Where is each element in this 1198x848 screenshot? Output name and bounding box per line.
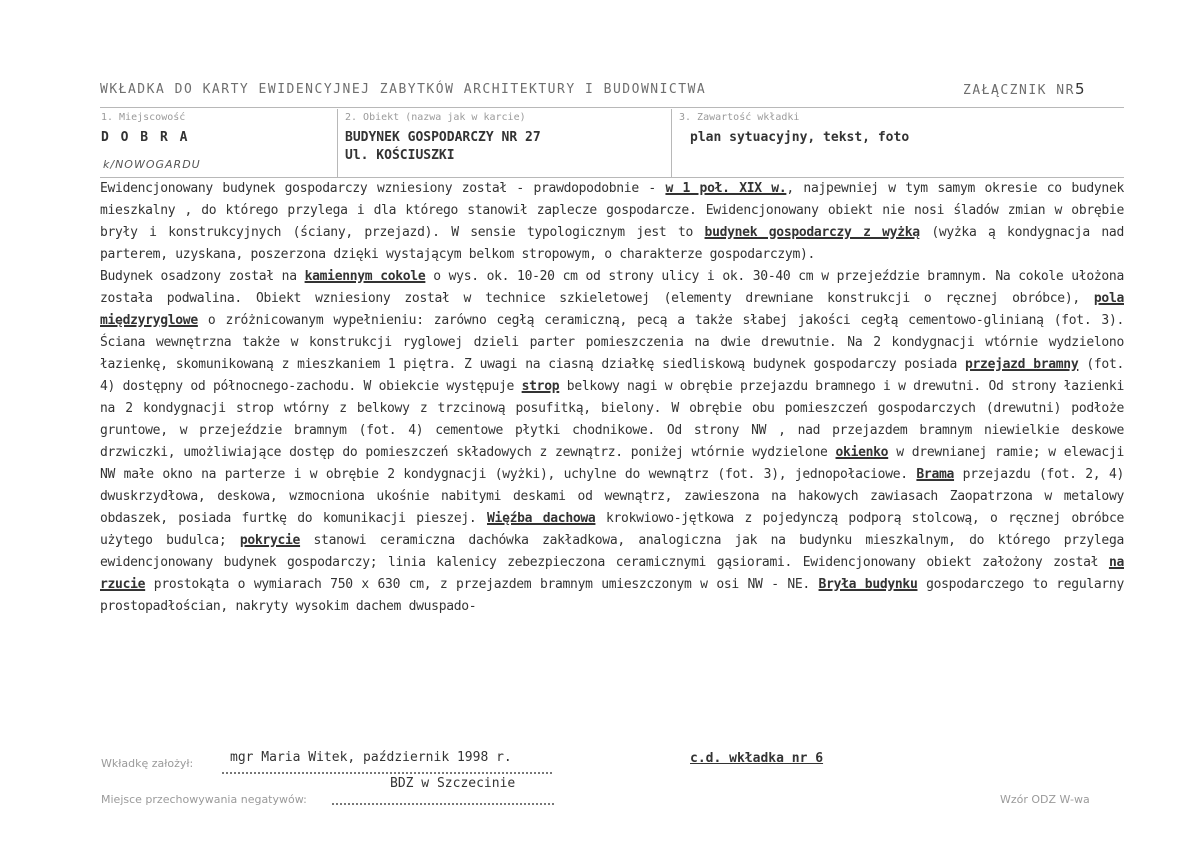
header-top-rule (100, 107, 1124, 108)
annex-label: ZAŁĄCZNIK NR (963, 83, 1075, 98)
negatives-storage-label: Miejsce przechowywania negatywów: (101, 793, 307, 806)
underlined-term: pokrycie (239, 533, 301, 548)
created-by-dotted-line (222, 772, 552, 774)
annex-number (963, 80, 1086, 98)
underlined-term: w 1 poł. XIX w. (665, 181, 787, 196)
object-label: 2. Obiekt (nazwa jak w karcie) (345, 112, 526, 123)
underlined-term: Więźba dachowa (487, 511, 596, 526)
underlined-term: pola międzyryglowe (100, 291, 1124, 328)
contents-label: 3. Zawartość wkładki (679, 112, 800, 123)
underlined-term: okienko (835, 445, 889, 460)
created-by-label: Wkładkę założył: (101, 757, 194, 770)
annex-number-handwritten: 5 (1074, 80, 1086, 98)
underlined-term: strop (521, 379, 560, 394)
institution: BDZ w Szczecinie (390, 776, 516, 791)
negatives-storage-dotted-line (332, 803, 554, 805)
underlined-term: na rzucie (100, 555, 1124, 592)
underlined-term: kamiennym cokole (304, 269, 426, 284)
box-divider-2 (671, 109, 672, 177)
form-title: WKŁADKA DO KARTY EWIDENCYJNEJ ZABYTKÓW ARCHITEKTURY I BUDOWNICTWA (100, 82, 707, 97)
contents-value: plan sytuacyjny, tekst, foto (690, 130, 910, 145)
box-divider-1 (337, 109, 338, 177)
object-name: BUDYNEK GOSPODARCZY NR 27 (345, 130, 541, 145)
object-address: Ul. KOŚCIUSZKI (345, 148, 455, 163)
underlined-term: przejazd bramny (965, 357, 1079, 372)
locality-value: D O B R A (101, 130, 190, 145)
description-text (100, 178, 1124, 618)
paragraph-2: Budynek osadzony został na kamiennym cokole o wys. ok. 10-20 cm od strony ulicy i ok. 30-40 cm w przejeździe bramnym. Na cokole ułożona została podwalina. Obiekt wzniesiony został w technice szkieletowej (elementy drewniane konstrukcji o ręcznej obróbce), pola międzyryglowe o zróżnicowanym wypełnieniu: zarówno cegłą ceramiczną, pecą a także słabej jakości cegłą cementowo-glinianą (fot. 3). Ściana wewnętrzna także w konstrukcji ryglowej dzieli parter pomieszczenia na dwie drewutnie. Na 2 kondygnacji wtórnie wydzielono łazienkę, skomunikowaną z mieszkaniem 1 piętra. Z uwagi na ciasną działkę siedliskową budynek gospodarczy posiada przejazd bramny (fot. 4) dostępny od północnego-zachodu. W obiekcie występuje strop belkowy nagi w obrębie przejazdu bramnego i w drewutni. Od strony łazienki na 2 kondygnacji strop wtórny z belkowy z trzcinową posufitką, bielony. W obrębie obu pomieszczeń gospodarczych (drewutni) podłoże gruntowe, w przejeździe bramnym (fot. 4) cementowe płytki chodnikowe. Od strony NW , nad przejazdem bramnym niewielkie deskowe drzwiczki, umożliwiające dostęp do pomieszczeń składowych z zewnątrz. poniżej wtórnie wydzielone okienko w drewnianej ramie; w elewacji NW małe okno na parterze i w obrębie 2 kondygnacji (wyżki), uchylne do wewnątrz (fot. 3), jednopołaciowe. Brama przejazdu (fot. 2, 4) dwuskrzydłowa, deskowa, wzmocniona ukośnie nabitymi deskami od wewnątrz, zawieszona na hakowych zawiasach Zaopatrzona w metalowy obdaszek, posiada furtkę do komunikacji pieszej. Więźba dachowa krokwiowo-jętkowa z pojedynczą podporą stolcową, o ręcznej obróbce użytego budulca; pokrycie stanowi ceramiczna dachówka zakładkowa, analogiczna jak na budynku mieszkalnym, do którego przylega ewidencjonowany budynek gospodarczy; linia kalenicy zebezpieczona ceramicznymi gąsiorami. Ewidencjonowany obiekt założony został na rzucie prostokąta o wymiarach 750 x 630 cm, z przejazdem bramnym umieszczonym w osi NW - NE. Bryła budynku gospodarczego to regularny prostopadłościan, nakryty wysokim dachem dwuspado- (100, 269, 1125, 614)
locality-label: 1. Miejscowość (101, 112, 186, 123)
continued-reference: c.d. wkładka nr 6 (690, 751, 824, 766)
underlined-term: Bryła budynku (818, 577, 918, 592)
locality-handwritten: k/NOWOGARDU (103, 158, 201, 171)
underlined-term: budynek gospodarczy z wyżką (704, 225, 920, 240)
underlined-term: Brama (916, 467, 955, 482)
created-by-value: mgr Maria Witek, październik 1998 r. (230, 750, 512, 765)
form-code: Wzór ODZ W-wa (1000, 793, 1090, 806)
paragraph-1: Ewidencjonowany budynek gospodarczy wzniesiony został - prawdopodobnie - w 1 poł. XIX w., najpewniej w tym samym okresie co budynek mieszkalny , do którego przylega i dla którego stanowił zaplecze gospodarcze. Ewidencjonowany obiekt nie nosi śladów zmian w obrębie bryły i konstrukcyjnych (ściany, przejazd). W sensie typologicznym jest to budynek gospodarczy z wyżką (wyżka ą kondygnacja nad parterem, uzyskana, poszerzona dzięki wystającym belkom stropowym, o charakterze gospodarczym). (100, 181, 1125, 262)
